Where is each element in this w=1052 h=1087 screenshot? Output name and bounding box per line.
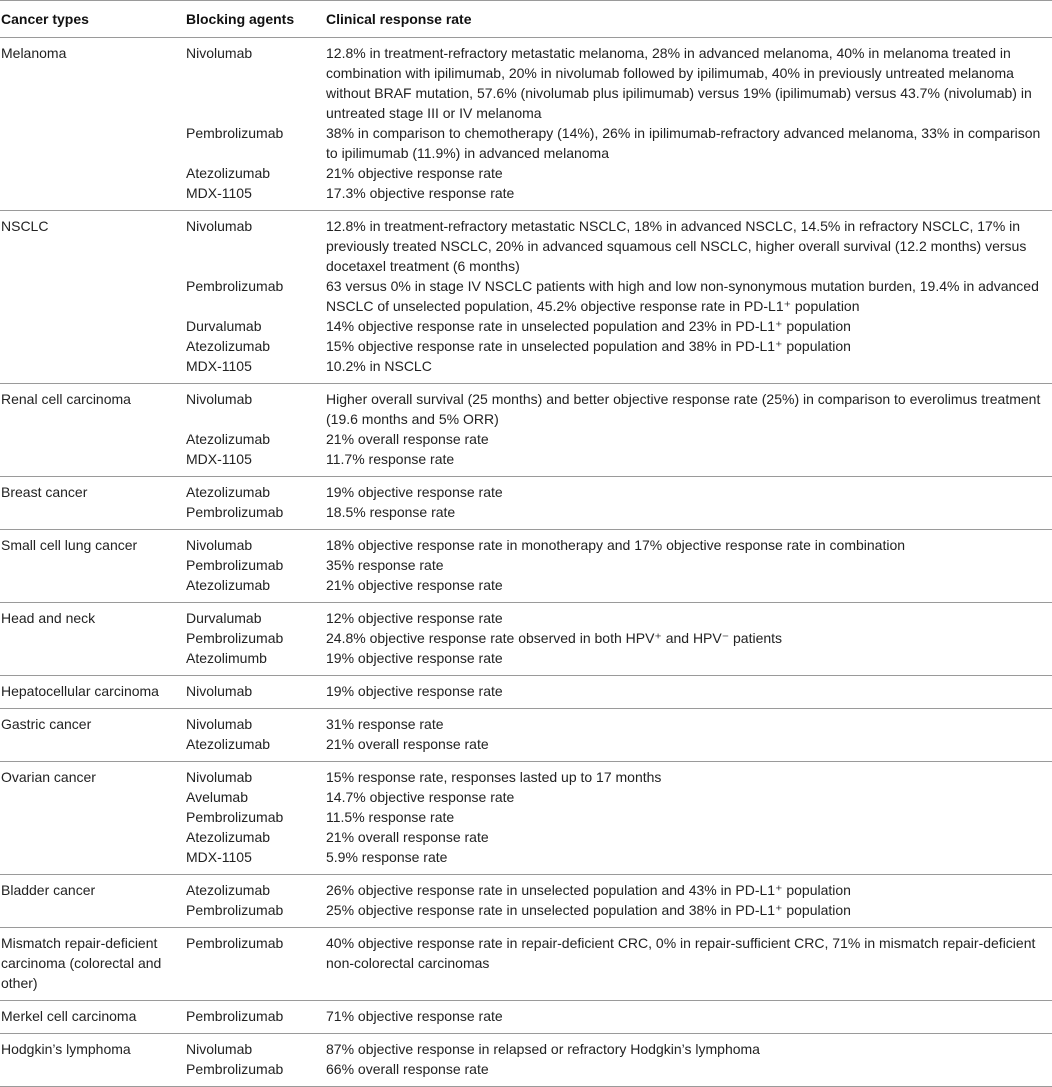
response-text: 71% objective response rate [326, 1008, 503, 1024]
response-rate-cell [326, 38, 1052, 211]
blocking-agents-cell [186, 709, 326, 762]
response-rate-cell [326, 709, 1052, 762]
table-row [0, 38, 1052, 211]
response-text: 25% objective response rate in unselected population and 38% in PD-L1⁺ population [326, 902, 851, 918]
response-rate-cell [326, 875, 1052, 928]
response-rate-cell [326, 676, 1052, 709]
header-cancer-types: Cancer types [0, 1, 186, 38]
cancer-type-cell: Melanoma [0, 38, 186, 211]
blocking-agents-cell [186, 38, 326, 211]
agent-name: Nivolumab [186, 1041, 253, 1057]
table-row [0, 211, 1052, 384]
response-text: 5.9% response rate [326, 849, 448, 865]
response-text: 12.8% in treatment-refractory metastatic NSCLC, 18% in advanced NSCLC, 14.5% in refractory NSCLC, 17% in previously treated NSCLC, 20% in advanced squamous cell NSCLC, higher overall survival (12.2 months) versus docetaxel treatment (6 months) [326, 218, 1027, 274]
response-text: 31% response rate [326, 716, 444, 732]
agent-name: Durvalumab [186, 318, 262, 334]
response-text: 35% response rate [326, 557, 444, 573]
agent-name: Atezolizumab [186, 165, 271, 181]
header-row [0, 1, 1052, 38]
agent-name: Pembrolizumab [186, 809, 284, 825]
response-rate-cell [326, 384, 1052, 477]
agent-name: Pembrolizumab [186, 504, 284, 520]
table-row [0, 676, 1052, 709]
agent-name: Atezolizumab [186, 431, 271, 447]
response-text: 18% objective response rate in monotherapy and 17% objective response rate in combination [326, 537, 906, 553]
cancer-type-cell: Merkel cell carcinoma [0, 1001, 186, 1034]
response-text: 11.5% response rate [326, 809, 455, 825]
response-rate-cell [326, 1034, 1052, 1087]
agent-name: Atezolizumab [186, 338, 271, 354]
agent-name: Atezolizumab [186, 736, 271, 752]
cancer-type-cell: Breast cancer [0, 477, 186, 530]
response-text: 12% objective response rate [326, 610, 503, 626]
agent-name: Pembrolizumab [186, 125, 284, 141]
agent-name: Atezolizumab [186, 882, 271, 898]
header-blocking-agents: Blocking agents [186, 1, 326, 38]
cancer-type-cell: Hepatocellular carcinoma [0, 676, 186, 709]
agent-name: Pembrolizumab [186, 278, 284, 294]
table-row [0, 1034, 1052, 1087]
response-rate-cell [326, 477, 1052, 530]
response-text: 24.8% objective response rate observed in both HPV⁺ and HPV⁻ patients [326, 630, 783, 646]
table-row [0, 709, 1052, 762]
blocking-agents-cell [186, 530, 326, 603]
blocking-agents-cell [186, 1034, 326, 1087]
blocking-agents-cell [186, 928, 326, 1001]
response-text: 63 versus 0% in stage IV NSCLC patients with high and low non-synonymous mutation burden, 19.4% in advanced NSCLC of unselected population, 45.2% objective response rate in PD-L1⁺ population [326, 278, 1039, 314]
cancer-type-cell: Renal cell carcinoma [0, 384, 186, 477]
response-text: 21% overall response rate [326, 829, 489, 845]
blocking-agents-cell [186, 477, 326, 530]
agent-name: Avelumab [186, 789, 249, 805]
agent-name: Nivolumab [186, 683, 253, 699]
header-clinical-response-rate: Clinical response rate [326, 1, 1052, 38]
cancer-type-cell: Small cell lung cancer [0, 530, 186, 603]
agent-name: Nivolumab [186, 218, 253, 234]
blocking-agents-cell [186, 875, 326, 928]
table-body [0, 38, 1052, 1087]
cancer-type-cell: Mismatch repair-deficient carcinoma (colorectal and other) [0, 928, 186, 1001]
blocking-agents-cell [186, 676, 326, 709]
blocking-agents-cell [186, 603, 326, 676]
table-row [0, 1001, 1052, 1034]
agent-name: Atezolimumb [186, 650, 267, 666]
response-text: 21% objective response rate [326, 577, 503, 593]
table-row [0, 762, 1052, 875]
response-text: 40% objective response rate in repair-deficient CRC, 0% in repair-sufficient CRC, 71% in mismatch repair-deficient non-colorectal carcinomas [326, 935, 1036, 971]
agent-name: Pembrolizumab [186, 935, 284, 951]
response-text: 19% objective response rate [326, 683, 503, 699]
response-rate-cell [326, 603, 1052, 676]
blocking-agents-cell [186, 1001, 326, 1034]
agent-name: Nivolumab [186, 716, 253, 732]
agent-name: Nivolumab [186, 769, 253, 785]
response-text: 21% overall response rate [326, 431, 489, 447]
response-text: 10.2% in NSCLC [326, 358, 432, 374]
blocking-agents-cell [186, 211, 326, 384]
table-row [0, 384, 1052, 477]
cancer-type-cell: Ovarian cancer [0, 762, 186, 875]
response-text: 19% objective response rate [326, 650, 503, 666]
agent-name: Pembrolizumab [186, 630, 284, 646]
response-rate-cell [326, 211, 1052, 384]
table-row [0, 928, 1052, 1001]
response-rate-cell [326, 1001, 1052, 1034]
cancer-type-cell: Hodgkin’s lymphoma [0, 1034, 186, 1087]
agent-name: Atezolizumab [186, 484, 271, 500]
agent-name: Nivolumab [186, 537, 253, 553]
response-text: 15% objective response rate in unselected population and 38% in PD-L1⁺ population [326, 338, 851, 354]
table-row [0, 875, 1052, 928]
agent-name: Atezolizumab [186, 829, 271, 845]
cancer-type-cell: Bladder cancer [0, 875, 186, 928]
agent-name: MDX-1105 [186, 358, 252, 374]
response-text: 66% overall response rate [326, 1061, 489, 1077]
response-text: 14% objective response rate in unselected population and 23% in PD-L1⁺ population [326, 318, 851, 334]
response-text: 21% overall response rate [326, 736, 489, 752]
agent-name: MDX-1105 [186, 849, 252, 865]
response-text: 14.7% objective response rate [326, 789, 515, 805]
agent-name: MDX-1105 [186, 185, 252, 201]
agent-name: Nivolumab [186, 391, 253, 407]
blocking-agents-cell [186, 762, 326, 875]
cancer-type-cell: Gastric cancer [0, 709, 186, 762]
agent-name: Pembrolizumab [186, 1061, 284, 1077]
agent-name: MDX-1105 [186, 451, 252, 467]
response-text: 38% in comparison to chemotherapy (14%), 26% in ipilimumab-refractory advanced melanoma, 33% in comparison to ipilimumab (11.9%) in advanced melanoma [326, 125, 1041, 161]
response-rate-cell [326, 530, 1052, 603]
agent-name: Pembrolizumab [186, 1008, 284, 1024]
agent-name: Nivolumab [186, 45, 253, 61]
response-text: 11.7% response rate [326, 451, 455, 467]
response-text: Higher overall survival (25 months) and better objective response rate (25%) in comparison to everolimus treatment (19.6 months and 5% ORR) [326, 391, 1041, 427]
cancer-type-cell: Head and neck [0, 603, 186, 676]
table-row [0, 530, 1052, 603]
agent-name: Atezolizumab [186, 577, 271, 593]
response-text: 19% objective response rate [326, 484, 503, 500]
response-text: 12.8% in treatment-refractory metastatic melanoma, 28% in advanced melanoma, 40% in melanoma treated in combination with ipilimumab, 20% in nivolumab followed by ipilimumab, 40% in previously untreated melanoma without BRAF mutation, 57.6% (nivolumab plus ipilimumab) versus 19% (ipilimumab) versus 43.7% (nivolumab) in untreated stage III or IV melanoma [326, 45, 1032, 121]
response-text: 18.5% response rate [326, 504, 456, 520]
agent-name: Pembrolizumab [186, 902, 284, 918]
agent-name: Durvalumab [186, 610, 262, 626]
blocking-agents-cell [186, 384, 326, 477]
response-text: 21% objective response rate [326, 165, 503, 181]
response-text: 87% objective response in relapsed or refractory Hodgkin’s lymphoma [326, 1041, 760, 1057]
cancer-type-cell: NSCLC [0, 211, 186, 384]
response-rate-cell [326, 928, 1052, 1001]
response-rate-cell [326, 762, 1052, 875]
response-text: 26% objective response rate in unselected population and 43% in PD-L1⁺ population [326, 882, 851, 898]
response-text: 17.3% objective response rate [326, 185, 515, 201]
agent-name: Pembrolizumab [186, 557, 284, 573]
table-row [0, 477, 1052, 530]
table-row [0, 603, 1052, 676]
response-text: 15% response rate, responses lasted up to 17 months [326, 769, 662, 785]
